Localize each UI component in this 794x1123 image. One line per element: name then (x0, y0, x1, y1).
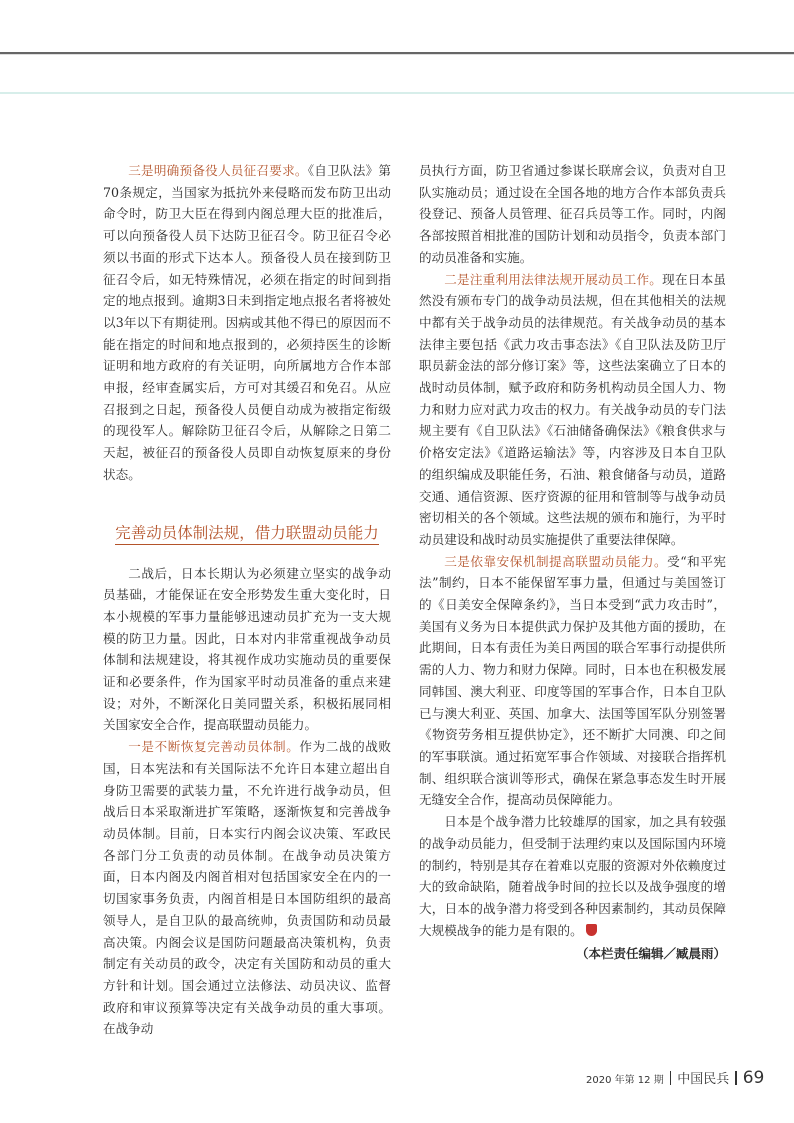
page-number: 69 (742, 1068, 765, 1088)
paragraph (103, 563, 391, 737)
magazine-end-mark-icon (586, 924, 597, 936)
paragraph (419, 269, 726, 551)
section-heading-text: 完善动员体制法规，借力联盟动员能力 (115, 524, 379, 545)
paragraph-body: 员执行方面，防卫省通过参谋长联席会议，负责对自卫队实施动员；通过设在全国各地的地方合作本部负责兵役登记、预备人员管理、征召兵员等工作。同时，内阁各部按照首相批准的国防计划和动员指令，负责本部门的动员准备和实施。 (419, 163, 726, 265)
paragraph (103, 160, 391, 486)
paragraph (419, 160, 726, 269)
right-column (419, 160, 726, 965)
page-footer (586, 1068, 764, 1088)
paragraph-lead: 三是依靠安保机制提高联盟动员能力。 (444, 553, 668, 569)
issue-label: 2020 年第 12 期 (586, 1075, 664, 1086)
section-heading (103, 521, 391, 545)
editor-note: （本栏责任编辑／臧晨雨） (575, 946, 726, 962)
footer-divider (670, 1071, 672, 1085)
paragraph-body: 二战后，日本长期认为必须建立坚实的战争动员基础，才能保证在安全形势发生重大变化时，日本小规模的军事力量能够迅速动员扩充为一支大规模的防卫力量。因此，日本对内非常重视战争动员体制和法规建设，将其视作成功实施动员的重要保证和必要条件，作为国家平时动员准备的重点来建设；对外，不断深化日美同盟关系，积极拓展同相关国家安全合作，提高联盟动员能力。 (103, 565, 391, 733)
paragraph-body: 现在日本虽然没有颁布专门的战争动员法规，但在其他相关的法规中都有关于战争动员的法律规范。有关战争动员的基本法律主要包括《武力攻击事态法》《自卫队法及防卫厅职员薪金法的部分修订案》等，这些法案确立了日本的战时动员体制，赋予政府和防务机构动员全国人力、物力和财力应对武力攻击的权力。有关战争动员的专门法规主要有《自卫队法》《石油储备确保法》《粮食供求与价格安定法》《道路运输法》等，内容涉及日本自卫队的组织编成及职能任务，石油、粮食储备与动员，道路交通、通信资源、医疗资源的征用和管制等与战争动员密切相关的各个领域。这些法规的颁布和施行，为平时动员建设和战时动员实施提供了重要法律保障。 (419, 271, 727, 547)
paragraph (103, 736, 391, 1040)
footer-divider (735, 1071, 737, 1085)
paragraph-body: 作为二战的战败国，日本宪法和有关国际法不允许日本建立超出自身防卫需要的武装力量，不允许进行战争动员，但战后日本采取渐进扩军策略，逐渐恢复和完善战争动员体制。目前，日本实行内阁会议决策、军政民各部门分工负责的动员体制。在战争动员决策方面，日本内阁及内阁首相对包括国家安全在内的一切国家事务负责，内阁首相是日本国防组织的最高领导人，是自卫队的最高统帅，负责国防和动员最高决策。内阁会议是国防问题最高决策机构，负责制定有关动员的政令，决定有关国防和动员的重大方针和计划。国会通过立法修法、动员决议、监督政府和审议预算等决定有关战争动员的重大事项。在战争动 (103, 739, 392, 1037)
left-column (103, 160, 391, 1040)
paragraph (419, 811, 726, 941)
paragraph-body: 日本是个战争潜力比较雄厚的国家，加之具有较强的战争动员能力，但受制于法理约束以及国际国内环境的制约，特别是其存在着难以克服的资源对外依赖度过大的致命缺陷，随着战争时间的拉长以及战争强度的增大，日本的战争潜力将受到各种因素制约，其动员保障大规模战争的能力是有限的。 (419, 814, 726, 938)
paragraph (419, 551, 726, 811)
paragraph-lead: 一是不断恢复完善动员体制。 (128, 739, 300, 755)
header-accent-rule (0, 92, 794, 94)
paragraph-body: 受“和平宪法”制约，日本不能保留军事力量，但通过与美国签订的《日美安全保障条约》，当日本受到“武力攻击时”，美国有义务为日本提供武力保护及其他方面的援助，在此期间，日本有责任为美日两国的联合军事行动提供所需的人力、物力和财力保障。同时，日本也在积极发展同韩国、澳大利亚、印度等国的军事合作，日本自卫队已与澳大利亚、英国、加拿大、法国等国军队分别签署《物资劳务相互提供协定》，还不断扩大同澳、印之间的军事联演。通过拓宽军事合作领域、对接联合指挥机制、组织联合演训等形式，确保在紧急事态发生时开展无缝安全合作，提高动员保障能力。 (419, 553, 726, 808)
paragraph-body: 《自卫队法》第70条规定，当国家为抵抗外来侵略而发布防卫出动命令时，防卫大臣在得到内阁总理大臣的批准后，可以向预备役人员下达防卫征召令。防卫征召令必须以书面的形式下达本人。预备役人员在接到防卫征召令后，如无特殊情况，必须在指定的时间到指定的地点报到。逾期3日未到指定地点报名者将被处以3年以下有期徒刑。因病或其他不得已的原因而不能在指定的时间和地点报到的，必须持医生的诊断证明和地方政府的有关证明，向所属地方合作本部申报，经审查属实后，方可对其缓召和免召。从应召报到之日起，预备役人员便自动成为被指定衔级的现役军人。解除防卫征召令后，从解除之日第二天起，被征召的预备役人员即自动恢复原来的身份状态。 (103, 163, 391, 482)
header-rule-shadow (0, 54, 794, 55)
paragraph-lead: 二是注重利用法律法规开展动员工作。 (444, 271, 663, 287)
magazine-name: 中国民兵 (677, 1072, 730, 1087)
paragraph-lead: 三是明确预备役人员征召要求。 (128, 163, 308, 178)
